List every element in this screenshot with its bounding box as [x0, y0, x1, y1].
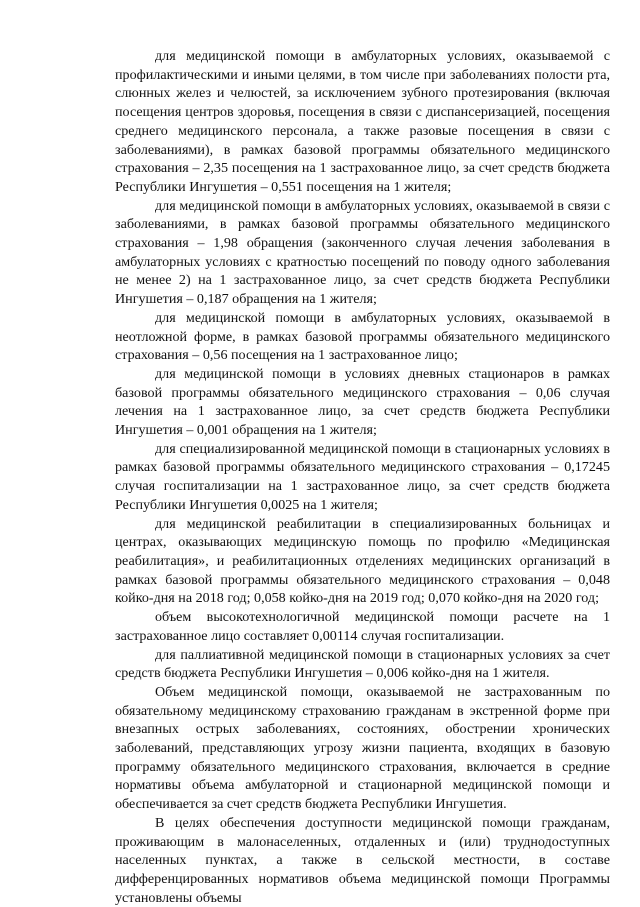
paragraph-remote-areas: В целях обеспечения доступности медицинской помощи гражданам, проживающим в малонаселенных, отдаленных и (или) труднодоступных населенных пунктах, а также в сельской местности, в составе дифференцированных нормативов объема медицинской помощи Программы установлены объемы	[115, 814, 610, 906]
paragraph-outpatient-urgent: для медицинской помощи в амбулаторных условиях, оказываемой в неотложной форме, в рамках базовой программы обязательного медицинского страхования – 0,56 посещения на 1 застрахованное лицо;	[115, 309, 610, 364]
paragraph-high-tech: объем высокотехнологичной медицинской помощи расчете на 1 застрахованное лицо составляет 0,00114 случая госпитализации.	[115, 609, 610, 644]
paragraph-outpatient-disease: для медицинской помощи в амбулаторных условиях, оказываемой в связи с заболеваниями, в рамках базовой программы обязательного медицинского страхования – 1,98 обращения (законченного случая лечения заболевания в амбулаторных условиях с кратностью посещений по поводу одного заболевания не менее 2) на 1 застрахованное лицо, за счет средств бюджета Республики Ингушетия – 0,187 обращения на 1 жителя;	[115, 197, 610, 308]
paragraph-day-hospital: для медицинской помощи в условиях дневных стационаров в рамках базовой программы обязательного медицинского страхования – 0,06 случая лечения на 1 застрахованное лицо, за счет средств бюджета Республики Ингушетия – 0,001 обращения на 1 жителя;	[115, 365, 610, 439]
paragraph-rehabilitation: для медицинской реабилитации в специализированных больницах и центрах, оказывающих медицинскую помощь по профилю «Медицинская реабилитация», и реабилитационных отделениях медицинских организаций в рамках базовой программы обязательного медицинского страхования – 0,048 койко-дня на 2018 год; 0,058 койко-дня на 2019 год; 0,070 койко-дня на 2020 год;	[115, 515, 610, 607]
paragraph-outpatient-preventive: для медицинской помощи в амбулаторных условиях, оказываемой с профилактическими и иными целями, в том числе при заболеваниях полости рта, слюнных желез и челюстей, за исключением зубного протезирования (включая посещения центров здоровья, посещения в связи с диспансеризацией, посещения среднего медицинского персонала, а также разовые посещения в связи с заболеваниями), в рамках базовой программы обязательного медицинского страхования – 2,35 посещения на 1 застрахованное лицо, за счет средств бюджета Республики Ингушетия – 0,551 посещения на 1 жителя;	[115, 48, 610, 195]
paragraph-specialized-inpatient: для специализированной медицинской помощи в стационарных условиях в рамках базовой программы обязательного медицинского страхования – 0,17245 случая госпитализации на 1 застрахованное лицо, за счет средств бюджета Республики Ингушетия 0,0025 на 1 жителя;	[115, 440, 610, 513]
paragraph-uninsured-emergency: Объем медицинской помощи, оказываемой не застрахованным по обязательному медицинскому страхованию гражданам в экстренной форме при внезапных острых заболеваниях, состояниях, обострении хронических заболеваний, представляющих угрозу жизни пациента, входящих в базовую программу обязательного медицинского страхования, включается в средние нормативы объема амбулаторной и стационарной медицинской помощи и обеспечивается за счет средств бюджета Республики Ингушетия.	[115, 683, 610, 813]
document-page	[115, 47, 610, 907]
paragraph-palliative: для паллиативной медицинской помощи в стационарных условиях за счет средств бюджета Республики Ингушетия – 0,006 койко-дня на 1 жителя.	[115, 646, 610, 682]
